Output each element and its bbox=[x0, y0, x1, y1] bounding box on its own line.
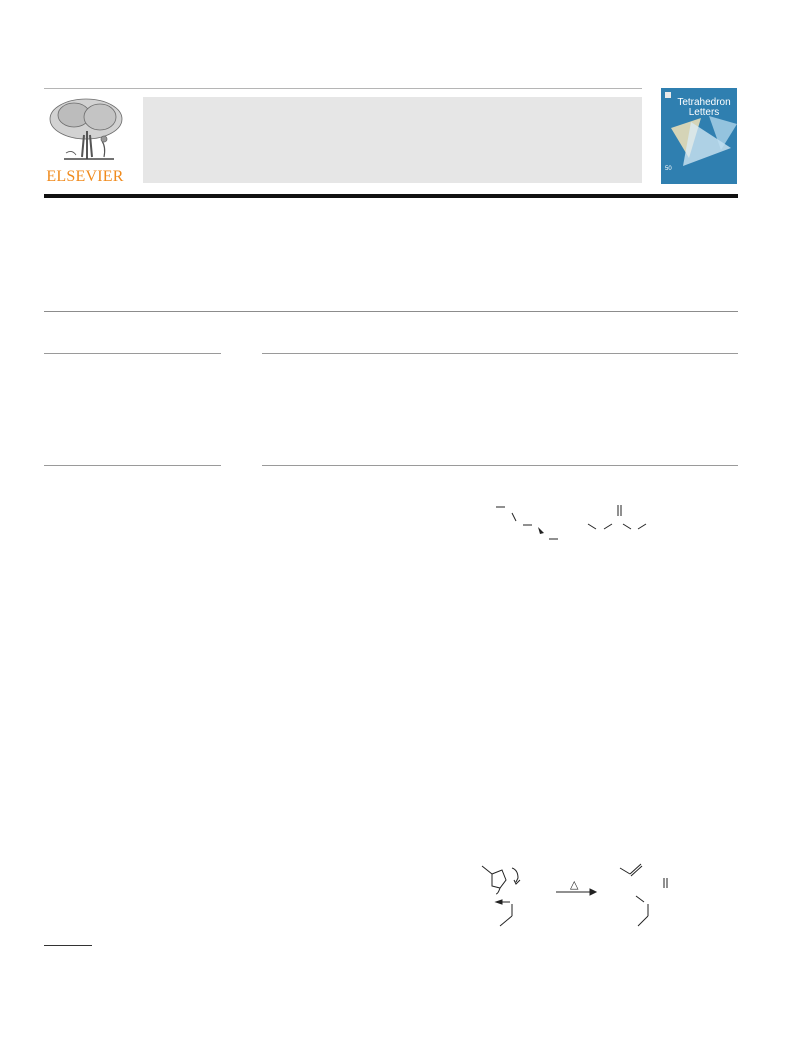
cover-title bbox=[675, 98, 733, 118]
header-top-rule bbox=[44, 88, 642, 89]
rearrangement-scheme-icon bbox=[478, 858, 688, 933]
header-thick-rule bbox=[44, 194, 738, 198]
journal-cover bbox=[661, 88, 737, 184]
article-info-bottom-rule bbox=[44, 465, 221, 466]
article-info-top-rule bbox=[44, 353, 221, 354]
cover-title-line-1: Tetrahedron bbox=[677, 97, 731, 108]
cover-volume-badge: 50 bbox=[665, 166, 672, 172]
heat-symbol: △ bbox=[570, 878, 579, 891]
chemical-structure-icon bbox=[478, 495, 658, 555]
footnote-rule bbox=[44, 945, 92, 946]
abstract-top-rule bbox=[262, 353, 738, 354]
cover-title-line-2: Letters bbox=[688, 107, 720, 118]
title-divider bbox=[44, 311, 738, 312]
tree-logo-icon bbox=[44, 95, 126, 167]
elsevier-wordmark: ELSEVIER bbox=[46, 168, 124, 185]
abstract-bottom-rule bbox=[262, 465, 738, 466]
journal-banner bbox=[143, 97, 642, 183]
